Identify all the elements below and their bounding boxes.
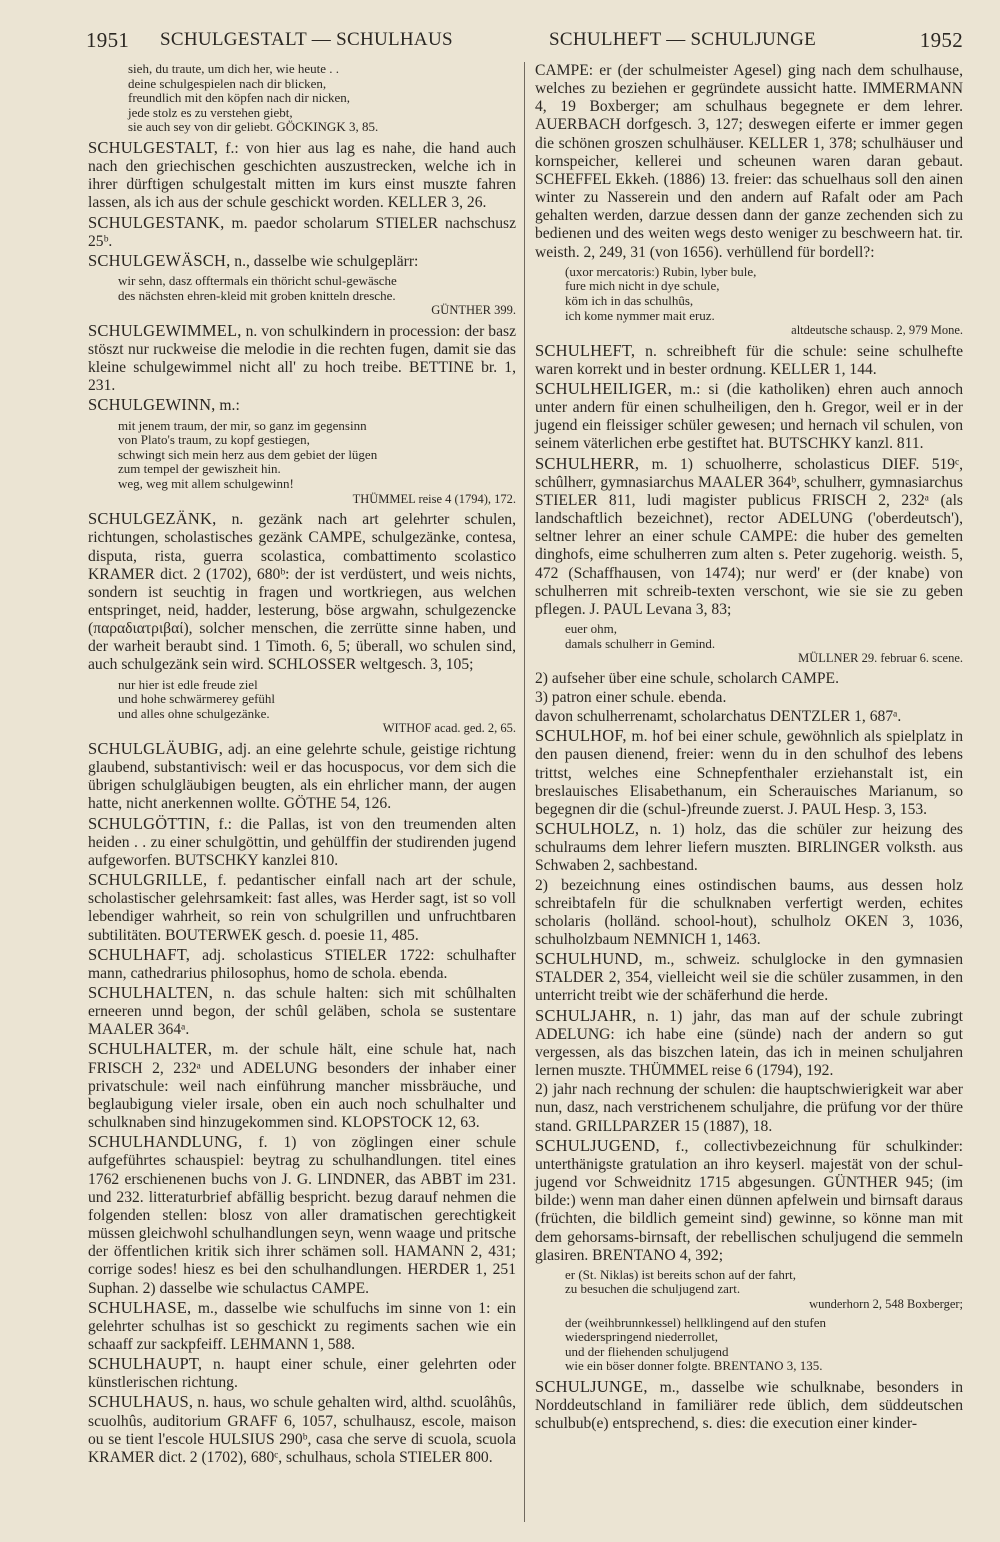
dictionary-entry	[535, 708, 963, 726]
dictionary-entry	[535, 950, 963, 1005]
quote-line: ich kome nymmer mait eruz.	[565, 307, 715, 323]
entry-text: 2) jahr nach rechnung der schulen: die hauptschwierigkeit war aber nun, dasz, nach verstrichenem schuljahre, die prüfung vor der thüre stand. GRILLPARZER 15 (1887), 18.	[535, 1081, 963, 1135]
quote-line: von Plato's traum, zu kopf gestiegen,	[118, 432, 310, 448]
entry-headword: SCHULHALTER,	[88, 1039, 213, 1059]
dictionary-entry	[88, 740, 516, 814]
quote-line: wir sehn, dasz offtermals ein thöricht schul-gewäsche	[118, 273, 397, 289]
dictionary-entry	[535, 820, 963, 875]
dictionary-entry	[88, 871, 516, 945]
quote-line: jede stolz es zu verstehen giebt,	[128, 104, 293, 120]
dictionary-entry	[88, 1299, 516, 1354]
dictionary-entry	[88, 214, 516, 251]
quotation	[565, 622, 963, 666]
quote-line: schwingt sich mein herz aus dem gebiet der lügen	[118, 446, 378, 462]
entry-text: f. pedantischer einfall nach art der schule, scholastischer gelehrsamkeit: fast alles, was Herder sagt, ist so voll lebendiger wahrheit, so rein von schulgrillen und unfruchtbaren subtilitäten. BOUTERWEK gesch. d. poesie 11, 485.	[88, 872, 516, 944]
quote-line: deine schulgespielen nach dir blicken,	[128, 75, 327, 91]
quote-line: er (St. Niklas) ist bereits schon auf der fahrt,	[565, 1266, 797, 1282]
dictionary-entry	[88, 396, 516, 415]
entry-text: CAMPE: er (der schulmeister Agesel) ging nach dem schulhause, welches zu beziehen er gegründete aussicht hatte. IMMERMANN 4, 19 Boxberger; am schulhaus begegnete er dem lehrer. AUERBACH dorfgesch. 3, 127; deswegen eiferte er immer gegen die schönen groszen schulhäuser. KELLER 1, 378; schulhäuser und kornspeicher, kellerei und scheunen waren daran gebaut. SCHEFFEL Ekkeh. (1886) 13. freier: das schuelhaus soll den ainen winter zu Nasserein und den andern auf Rafalt oder am Pach gehalten werden, darzue dessen dann der ganze zechenden sich zu bedienen und des weiten wegs desto weniger zu beschweern hat. tir. weisth. 2, 249, 31 (von 1656). verhüllend für bordell?:	[535, 62, 963, 261]
quote-line: und hohe schwärmerey gefühl	[118, 691, 276, 707]
dictionary-entry	[535, 1081, 963, 1135]
dictionary-entry	[88, 1393, 516, 1467]
entry-headword: SCHULHOLZ,	[535, 819, 640, 839]
entry-text: m. paedor scholarum STIELER nachschusz 25ᵇ.	[88, 214, 516, 250]
dictionary-entry	[535, 342, 963, 379]
dictionary-entry	[535, 727, 963, 819]
entry-headword: SCHULGESTALT,	[88, 137, 219, 157]
entry-headword: SCHULHAUS,	[88, 1392, 194, 1412]
dictionary-entry	[535, 62, 963, 262]
entry-text: f.: die Pallas, ist von den treumenden alten heiden . . zu einer schulgöttin, und gehülffin der studirenden jugend aufgeworfen. BUTSCHKY kanzlei 810.	[88, 815, 516, 869]
entry-text: m., dasselbe wie schulknabe, besonders in Norddeutschland in familiärer rede üblich, dem süddeutschen schulbub(e) entsprechend, s. dies: die execution einer kinder-	[535, 1378, 963, 1433]
quote-source: THÜMMEL reise 4 (1794), 172.	[352, 491, 516, 506]
dictionary-entry	[535, 455, 963, 619]
dictionary-entry	[88, 984, 516, 1039]
quote-line: wiederspringend niederrollet,	[565, 1329, 719, 1345]
dictionary-entry	[535, 670, 963, 688]
entry-text: n. gezänk nach art gelehrter schulen, richtungen, scholastisches gezänk CAMPE, schulgezänke, contesa, disputa, rista, guerra scolastica, combattimento scolastico KRAMER dict. 2 (1702), 680ᵇ: der ist verdüstert, und weis nichts, sondern ist seuchtig in fragen und wortkriegen, aus welchen entspringet, neid, hadder, lesterung, böse argwahn, schulgezencke (παραδιατριβαί), solcher menschen, die zerrütte sinne haben, und der warheit beraubt sind. 1 Timoth. 6, 5; überall, wo schulen sind, auch schulgezänk sein wird. SCHLOSSER weltgesch. 3, 105;	[88, 511, 516, 674]
quote-line: freundlich mit den köpfen nach dir nicken,	[128, 90, 351, 106]
quotation	[565, 1316, 963, 1374]
entry-text: 2) aufseher über eine schule, scholarch CAMPE.	[535, 669, 839, 687]
dictionary-entry	[88, 1040, 516, 1132]
entry-headword: SCHULGEWIMMEL,	[88, 320, 242, 340]
opening-quote	[128, 62, 516, 135]
entry-headword: SCHULHUND,	[535, 949, 643, 969]
left-page-header	[86, 24, 516, 56]
entry-text: f.: von hier aus lag es nahe, die hand auch nach den griechischen geschichten auszustrecken, welche ich in ihrer dürftigen schulgestalt mitten im kurs einst muszte fahren lassen, als ich aus der schule geschickt worden. KELLER 3, 26.	[88, 139, 516, 212]
entry-text: m. hof bei einer schule, gewöhnlich als spielplatz in den pausen dienend, freier: wenn du in den schulhof des lebens trittst, welches eine Schnepfenthaler erziehanstalt ist, ein breslauisches Elisabethanum, ein Scherauisches Marianum, so begegnen dir die (schul-)freunde zuerst. J. PAUL Hesp. 3, 153.	[535, 728, 963, 818]
quote-source: wunderhorn 2, 548 Boxberger;	[809, 1297, 963, 1311]
entry-text: m., dasselbe wie schulfuchs im sinne von 1: ein gelehrter schulhas ist so geschickt zu regiments sachen wie ein schaaff zur sackpfeiff. LEHMANN 1, 588.	[88, 1299, 516, 1353]
dictionary-entry	[88, 510, 516, 674]
entry-headword: SCHULGLÄUBIG,	[88, 738, 224, 758]
quote-line: zum tempel der gewiszheit hin.	[118, 461, 281, 477]
dictionary-entry	[535, 1378, 963, 1433]
quote-line: köm ich in das schulhûs,	[565, 292, 694, 308]
entry-text: n. haus, wo schule gehalten wird, althd. scuolâhûs, scuolhûs, auditorium GRAFF 6, 1057, schulhausz, escole, maison ou se tient l'escole HULSIUS 290ᵇ, casa che serve di scuola, scuola KRAMER dict. 2 (1702), 680ᶜ, schulhaus, schola STIELER 800.	[88, 1394, 516, 1466]
entry-text: n. von schulkindern in procession: der basz stöszt nur ruckweise die melodie in die rechten fugen, damit sie das kleine schulgewimmel nicht all' zu hoch treibe. BETTINE br. 1, 231.	[88, 322, 516, 395]
entry-text: f. 1) von zöglingen einer schule aufgeführtes schauspiel: beytrag zu schulhandlungen. titel eines 1762 erschienenen buchs von J. G. LINDNER, das ABBT im 231. und 232. litteraturbrief abfällig bespricht. bezug darauf nehmen die folgenden stellen: blosz von aller dramatischen gerechtigkeit müssen gleichwohl schulhandlungen seyn, wenn waage und pritsche der öffentlichen kritik sich ihrer schämen soll. HAMANN 2, 431; corrige sodes! hiesz es bei den schulhandlungen. HERDER 1, 251 Suphan. 2) dasselbe wie schulactus CAMPE.	[88, 1134, 516, 1297]
column-divider	[524, 62, 525, 1522]
right-page-title: SCHULHEFT — SCHULJUNGE	[549, 29, 816, 50]
entry-text: m.: si (die katholiken) ehren auch annoch unter andern für einen schulheiligen, den h. Gregor, weil er in der jugend ein fleissiger schüler gewesen; und hernach vil schulen, von seinem väterlichen erbe gestiftet hat. BUTSCHKY kanzl. 811.	[535, 381, 963, 453]
quote-line: der (weihbrunnkessel) hellklingend auf den stufen	[565, 1314, 827, 1330]
quotation	[118, 678, 516, 736]
quote-line: wie ein böser donner folgte. BRENTANO 3, 135.	[565, 1358, 823, 1374]
left-column	[88, 62, 516, 1468]
entry-text: m., schweiz. schulglocke in den gymnasien STALDER 2, 354, vielleicht weil sie die schüler zusammen, in den unterricht treibt wie der schäferhund die herde.	[535, 951, 963, 1005]
quote-line: (uxor mercatoris:) Rubin, lyber bule,	[565, 263, 757, 279]
entry-headword: SCHULHEFT,	[535, 340, 636, 360]
dictionary-entry	[88, 815, 516, 870]
entry-headword: SCHULHASE,	[88, 1297, 192, 1317]
entry-headword: SCHULHEILIGER,	[535, 379, 673, 398]
right-page-number: 1952	[919, 28, 963, 52]
entry-text: adj. an eine gelehrte schule, geistige richtung glaubend, substantivisch: weil er das hocuspocus, vor dem sich die übrigen schulgläubigen beugten, als ein ehrlicher mann, der augen hatte, nicht anerkennen wollte. GÖTHE 54, 126.	[88, 740, 516, 813]
entry-headword: SCHULHALTEN,	[88, 983, 214, 1002]
left-page-number: 1951	[86, 28, 130, 52]
entry-headword: SCHULGEWÄSCH,	[88, 250, 231, 270]
entry-text: n. das schule halten: sich mit schûlhalten erneeren unnd begon, der schûl geläben, schola se sustentare MAALER 364ᵃ.	[88, 985, 516, 1039]
quotation	[565, 265, 963, 338]
entry-headword: SCHULJAHR,	[535, 1005, 637, 1025]
entry-text: f., collectivbezeichnung für schulkinder: unterthänigste gratulation an ihro keyserl. majestät von der schul-jugend vor Schweidnitz 1715 abgesungen. GÜNTHER 945; (im bilde:) wenn man daher einen dünnen apfelwein und birnsaft daraus (früchten, die bildlich gemeint sind) gewinne, so könne man mit dem gehorsams-birnsaft, der rebellischen schuljugend die semmeln glasiren. BRENTANO 4, 392;	[535, 1137, 963, 1264]
entry-headword: SCHULGRILLE,	[88, 870, 208, 890]
entry-headword: SCHULGÖTTIN,	[88, 813, 211, 833]
entry-text: m. 1) schuolherre, scholasticus DIEF. 519ᶜ, schûlherr, gymnasiarchus MAALER 364ᵇ, schulherr, gymnasiarchus STIELER 811, ludi magister publicus FRISCH 2, 232ᵃ (als landschaftlich bezeichnet), rector ADELUNG ('oberdeutsch'), seltner lehrer an einer schule CAMPE: die huber des gemelten dinghofs, eime schulherren zum alten s. Peter zugehorig. weisth. 5, 472 (Schaffhausen, von 1474); nur werd' er (der knabe) von schulherren mit schreib-texten verschont, wie sie sie zu geben pflegen. J. PAUL Levana 3, 83;	[535, 455, 963, 618]
entry-text: 3) patron einer schule. ebenda.	[535, 688, 727, 706]
entry-headword: SCHULHANDLUNG,	[88, 1132, 243, 1152]
quote-line: fure mich nicht in dye schule,	[565, 278, 720, 294]
entry-headword: SCHULGEZÄNK,	[88, 509, 217, 529]
dictionary-entry	[88, 1133, 516, 1297]
entry-text: davon schulherrenamt, scholarchatus DENTZLER 1, 687ᵃ.	[535, 708, 902, 726]
entry-text: m.:	[215, 397, 240, 415]
entry-text: 2) bezeichnung eines ostindischen baums, aus dessen holz schreibtafeln für die schulknaben verfertigt werden, echites scholaris (holländ. school-hout), schulholz OKEN 3, 1036, schulholzbaum NEMNICH 1, 1463.	[535, 876, 963, 948]
dictionary-entry	[535, 689, 963, 707]
quote-line: euer ohm,	[565, 621, 617, 637]
quotation	[118, 419, 516, 507]
quote-line: damals schulherr in Gemind.	[565, 635, 716, 651]
quote-line: mit jenem traum, der mir, so ganz im gegensinn	[118, 417, 367, 433]
quotation	[565, 1268, 963, 1312]
entry-headword: SCHULGEWINN,	[88, 395, 216, 415]
dictionary-entry	[535, 380, 963, 454]
quote-line: sieh, du traute, um dich her, wie heute . .	[128, 61, 340, 76]
entry-headword: SCHULJUGEND,	[535, 1135, 660, 1155]
quote-source: GÜNTHER 399.	[431, 303, 516, 318]
entry-text: n. haupt einer schule, einer gelehrten oder künstlerischen richtung.	[88, 1356, 516, 1392]
entry-headword: SCHULJUNGE,	[535, 1376, 648, 1396]
entry-text: n. 1) jahr, das man auf der schule zubringt ADELUNG: ich habe eine (sünde) nach der andern so gut vergessen, als das biszchen latein, das ich in meinen schuljahren lernen muszte. THÜMMEL reise 6 (1794), 192.	[535, 1007, 963, 1080]
dictionary-entry	[88, 1355, 516, 1392]
entry-text: m. der schule hält, eine schule hat, nach FRISCH 2, 232ᵃ und ADELUNG besonders der inhaber einer privatschule: weil nach einführung mancher missbräuche, und beglaubigung vieler irsale, oben ein auch noch schulhalter und schulknaben sind hinzugekommen sind. KLOPSTOCK 12, 63.	[88, 1041, 516, 1132]
entry-text: n., dasselbe wie schulgeplärr:	[230, 252, 419, 270]
quote-line: nur hier ist edle freude ziel	[118, 676, 258, 692]
dictionary-entry	[88, 139, 516, 213]
quote-source: WITHOF acad. ged. 2, 65.	[382, 721, 516, 736]
entry-text: n. schreibheft für die schule: seine schulhefte waren korrekt und in bester ordnung. KELLER 1, 144.	[535, 342, 963, 378]
entry-headword: SCHULHOF,	[535, 726, 627, 746]
dictionary-entry	[88, 946, 516, 983]
quote-line: des nächsten ehren-kleid mit groben knitteln dresche.	[118, 287, 396, 303]
quote-line: zu besuchen die schuljugend zart.	[565, 1281, 741, 1297]
quote-line: und der fliehenden schuljugend	[565, 1343, 729, 1359]
dictionary-entry	[535, 877, 963, 950]
entry-headword: SCHULHERR,	[535, 453, 640, 473]
left-page-title: SCHULGESTALT — SCHULHAUS	[160, 29, 453, 50]
quote-source: altdeutsche schausp. 2, 979 Mone.	[791, 323, 963, 338]
entry-text: n. 1) holz, das die schüler zur heizung des schulraums dem lehrer liefern muszten. BIRLINGER volksth. aus Schwaben 2, sachbestand.	[535, 821, 963, 875]
dictionary-entry	[88, 322, 516, 396]
right-column	[535, 62, 963, 1434]
entry-headword: SCHULHAFT,	[88, 944, 191, 964]
dictionary-entry	[88, 252, 516, 271]
right-page-header	[535, 24, 963, 56]
quote-source: MÜLLNER 29. februar 6. scene.	[798, 651, 963, 666]
quote-line: und alles ohne schulgezänke.	[118, 705, 270, 721]
entry-text: adj. scholasticus STIELER 1722: schulhafter mann, cathedrarius philosophus, homo de schola. ebenda.	[88, 946, 516, 982]
quote-line: sie auch sey von dir geliebt. GÖCKINGK 3, 85.	[128, 119, 379, 135]
entry-headword: SCHULHAUPT,	[88, 1354, 203, 1374]
entry-headword: SCHULGESTANK,	[88, 212, 225, 232]
dictionary-entry	[535, 1007, 963, 1081]
quote-line: weg, weg mit allem schulgewinn!	[118, 476, 294, 491]
dictionary-entry	[535, 1137, 963, 1265]
quotation	[118, 274, 516, 318]
